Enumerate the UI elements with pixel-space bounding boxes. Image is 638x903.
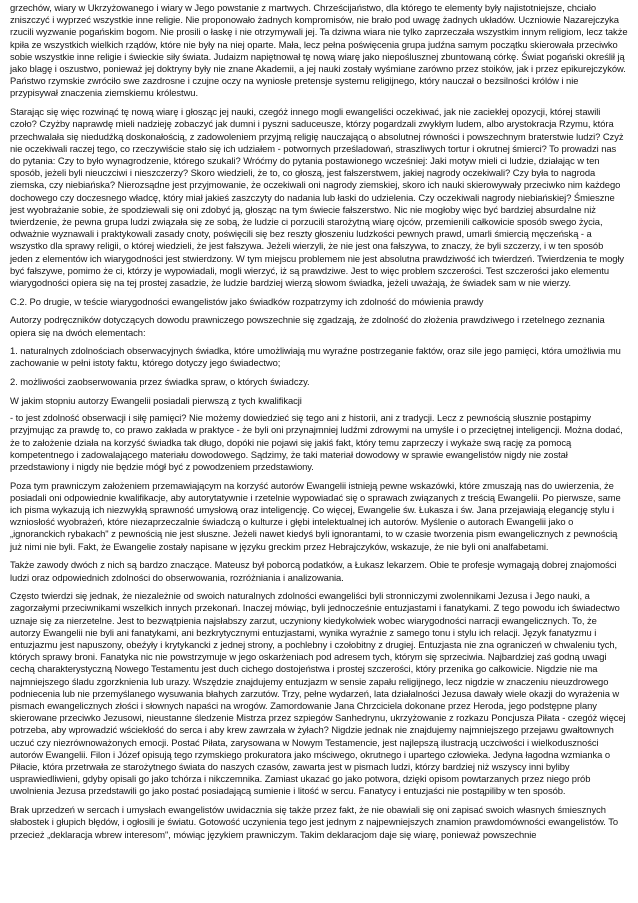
paragraph-fanaticism: Często twierdzi się jednak, że niezależnie od swoich naturalnych zdolności ewangeliści byli stronniczymi zwolennikami Jezusa i Jego nauki, a zagorzałymi przeciwnikami wszelkich innych przekonań. Inaczej mówiąc, byli jednocześnie entuzjastami i fanatykami. Z tego powodu ich świadectwo uznaje się za nierzetelne. Jest to bezwątpienia najsłabszy zarzut, uczyniony kiedykolwiek wobec wiarygodności narracji ewangelicznych. To, że autorzy Ewangelii nie byli ani fanatykami, ani bezkrytycznymi entuzjastami, wynika wyraźnie z samego tonu i stylu ich relacji. Język fanatyzmu i entuzjazmu jest napuszony, obeźyły i krytykancki z jednej strony, a pochlebny i czołobitny z drugiej. Entuzjasta nie zna ograniczeń w chwaleniu tych, których sprawy broni. Fanatyka nic nie powstrzymuje w jego oskarżeniach pod adresem tych, którym się sprzeciwia. Najbardziej zaś godną uwagi cechą charakterystyczną Nowego Testamentu jest duch cichego dostojeństwa i prostej szczerości, który przenika go całkowicie. Nigdzie nie ma najmniejszego śladu zgorzknienia lub urazy. Wszędzie znajdujemy entuzjazm w sensie zapału religijnego, lecz nigdzie w znaczeniu nieuzdrowego podniecenia lub nie przemyślanego wysuwania błahych zarzutów. Trzy, pełne wydarzeń, lata działalności Jezusa dawały wiele okazji do wyrażenia w pismach ewangelicznych złości i słownych napaści na wrogów. Zamordowanie Jana Chrzciciela dokonane przez Heroda, jego podstępne plany skierowane przeciwko Jezusowi, nieustanne śledzenie Mistrza przez szpiegów Sanhedrynu, ukrzyżowanie z rozkazu Poncjusza Piłata - czegóż więcej potrzeba, aby wprowadzić wściekłość do serca i aby krew zawrzała w żyłach? Nigdzie jednak nie znajdujemy najmniejszego przejawu gwałtownych uczuć czy niezrównoważonych emocji. Postać Piłata, zarysowana w Nowym Testamencie, jest najlepszą ilustracją uczciwości i wielkoduszności autorów Ewangelii. Filon i Józef opisują tego rzymskiego prokuratora jako mściwego, okrutnego i upartego człowieka. Jedyna łagodna wzmianka o Piłacie, która przetrwała ze starożytnego świata do naszych czasów, zawarta jest w pismach ludzi, którzy bardziej niż wszyscy inni byliby usprawiedliwieni, gdyby opisali go jako tchórza i nikczemnika. Zamiast ukazać go jako potwora, dzięki opisom powtarzanych przez niego prób uwolnienia Jezusa przedstawili go jako postać posiadającą sumienie i litość w sercu. Fanatycy i entuzjaści nie postąpiliby w ten sposób.	[10, 590, 626, 797]
list-item-1: 1. naturalnych zdolnościach obserwacyjnych świadka, które umożliwiają mu wyraźne postrzeganie faktów, oraz sile jego pamięci, która umożliwia mu zachowanie w pełni istoty faktu, którego dotyczy jego świadectwo;	[10, 345, 621, 369]
paragraph-question: W jakim stopniu autorzy Ewangelii posiadali pierwszą z tych kwalifikacji	[10, 394, 302, 406]
paragraph-qualifications: Poza tym prawniczym założeniem przemawiającym na korzyść autorów Ewangelii istnieją pewne wskazówki, które zmuszają nas do uwierzenia, że posiadali oni odpowiednie kwalifikacje, aby autorytatywnie i rzetelnie wypowiadać się o sprawach związanych z treścią Ewangelii. Po pierwsze, same ich pisma wykazują ich niezwykłą sprawność umysłową oraz inteligencję. Co więcej, Ewangelie św. Łukasza i św. Jana przejawiają elegancję stylu i wzniosłość wyobrażeń, które niezaprzeczalnie świadczą o kulturze i głębi intelektualnej ich autorów. Myślenie o autorach Ewangelii jako o „ignoranckich rybakach" z pewnością nie jest słuszne. Jeżeli nawet kiedyś byli ignorantami, to w czasie tworzenia pism ewangelicznych z pewnością już nimi nie byli. Fakt, że Ewangelie zostały napisane w języku greckim przez Hebrajczyków, wskazuje, że nie byli oni analfabetami.	[10, 479, 621, 552]
paragraph-observation-memory: - to jest zdolność obserwacji i siłę pamięci? Nie możemy dowiedzieć się tego ani z historii, ani z tradycji. Lecz z pewnością słusznie postąpimy przyjmując za prawdę to, co prawo zakłada w praktyce - że byli oni przynajmniej ludźmi zdrowymi na umyśle i o przeciętnej inteligencji. Można dodać, że to założenie działa na korzyść świadka tak długo, dopóki nie pojawi się jakiś fakt, który temu zaprzeczy i wykaże swą rację za pomocą kompetentnego i zadowalającego materiału dowodowego. Sądzimy, że taki materiał dowodowy w sprawie ewangelistów nigdy nie został przedstawiony i nigdy nie będzie mógł być z powodzeniem przedstawiony.	[10, 412, 623, 472]
paragraph-legal-textbooks: Autorzy podręczników dotyczących dowodu prawniczego powszechnie się zgadzają, że zdolność do złożenia prawdziwego i rzetelnego zeznania opiera się na dwóch elementach:	[10, 314, 605, 338]
paragraph-motive: Starając się więc rozwinąć tę nową wiarę i głosząc jej nauki, czegóż innego mogli ewangeliści oczekiwać, jak nie zaciekłej opozycji, której stawili czoło? Czyżby naprawdę mieli nadzieję zobaczyć jak dumni i pyszni saduceusze, którzy pogardzali zwykłym ludem, albo arystokracja Rzymu, która przechwalała się niedudźką doskonałością, z zadowoleniem przyjmą religię nauczającą o absolutnej równości i powszechnym braterstwie ludzi? Czyż nie oczekiwali raczej tego, co rzeczywiście stało się ich udziałem - potwornych prześladowań, straszliwych tortur i okrutnej śmierci? To prowadzi nas do pytania: Czy to było wynagrodzenie, którego szukali? Wróćmy do pytania postawionego wcześniej: Jaki motyw mieli ci ludzie, działając w ten sposób, jeżeli byli nieuczciwi i nieszczerzy? Skoro wiedzieli, że to, co głoszą, jest fałszerstwem, jakiej nagrody oczekiwali? Czy była to nagroda ziemska, czy niebiańska? Nierozsądne jest przyjmowanie, że oczekiwali oni nagrody ziemskiej, skoro ich nauki skierowywały przeciwko nim każdego dochowego czy doczesnego władcę, który miał jakieś zaszczyty do nadania lub łaski do udzielenia. Czy oczekiwali nagrody niebiańskiej? Śmieszne jest wyobrażanie sobie, że spodziewali się oni zdobyć ją, głosząc na tym świecie fałszerstwo. Nic nie mogłoby więc być bardziej absurdalne niż twierdzenie, że pewna grupa ludzi związała się ze sobą, że ludzie ci porzucili starożytną wiarę ojców, przemienili całkowicie sposób swego życia, odważnie wyznawali i praktykowali zasady cnoty, poświęcili się bez reszty głoszeniu ludzkości pewnych prawd, umarli śmiercią męczeńską - a wszystko dla sprawy religii, o której wiedzieli, że jest fałszywa. Jeżeli wierzyli, że nie jest ona fałszywa, to znaczy, że byli szczerzy, i w ten sposób jeden z elementów ich wiarygodności jest stwierdzony. W tym miejscu problemem nie jest absolutna prawdziwość ich twierdzeń. Twierdzenia te mogły być fałszywe, pomimo że ci, którzy je wypowiadali, mogli wierzyć, iż są prawdziwe. Jest to więc problem szczerości. Test szczerości jako elementu wiarygodności opiera się na tej prostej zasadzie, że ludzie bardziej wierzą słowom świadka, jeżeli uważają, że świadek sam w nie wierzy.	[10, 106, 625, 288]
paragraph-professions: Także zawody dwóch z nich są bardzo znaczące. Mateusz był poborcą podatków, a Łukasz lekarzem. Obie te profesje wymagają dobrej znajomości ludzi oraz odpowiednich zdolności do obserwowania, rozróżniania i analizowania.	[10, 559, 617, 583]
section-heading-c2: C.2. Po drugie, w teście wiarygodności ewangelistów jako świadków rozpatrzymy ich zdolność do mówienia prawdy	[10, 295, 484, 307]
paragraph-no-prejudice: Brak uprzedzeń w sercach i umysłach ewangelistów uwidacznia się także przez fakt, że nie obawiali się oni zapisać swoich własnych śmiesznych słabostek i głupich błędów, i ogłosili je światu. Gotowość uczynienia tego jest jednym z najpewniejszych znamion prawdomówności ewangelistów. To przecież „deklaracja wbrew interesom", mówiąc językiem prawniczym. Takim deklaracjom daje się wiarę, ponieważ powszechnie	[10, 804, 619, 840]
list-item-2: 2. możliwości zaobserwowania przez świadka spraw, o których świadczy.	[10, 376, 310, 388]
paragraph-intro: grzechów, wiary w Ukrzyżowanego i wiary w Jego powstanie z martwych. Chrześcijaństwo, dla którego te elementy były najistotniejsze, chciało zniszczyć i wyprzeć wszystkie inne religie. Nie proponowało żadnych kompromisów, nie brało pod uwagę żadnych układów. Uczniowie Nazarejczyka rzucili wyzwanie pogańskim bogom. Nie prosili o łaskę i nie otrzymywali jej. Ta dziwna wiara nie tylko zaprzeczała wszystkim innym religiom, lecz także kpiła ze wszystkich wielkich rządów, które nie były na niej oparte. Mała, lecz pełna poświęcenia grupa judźna samym początku skierowała przeciwko sobie wszystkie inne religie i świeckie siły świata. Judaizm napiętnował tę nową wiarę jako niepoślusznej zbuntowaną córkę. Świat pogański określił ją jako blagę i oszustwo, ponieważ jej doktryny były nie znane Akademii, a jej nauki zostały wyśmiane zarówno przez stoików, jak i przez epikurejczyków. Państwo rzymskie zwróciło swe zazdrosne i czujne oczy na wyniosłe pretensje systemu religijnego, który nauczał o bezsilności królów i nie przypisywał znaczenia ziemskiemu królestwu.	[10, 2, 628, 99]
